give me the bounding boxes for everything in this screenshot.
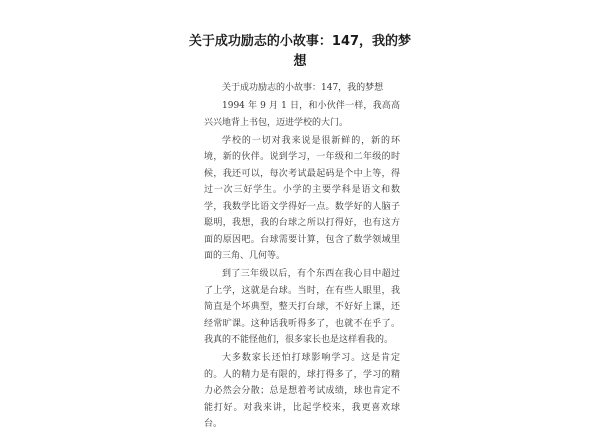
article-paragraph: 大多数家长还怕打球影响学习。这是肯定的。人的精力是有限的，球打得多了，学习的精力必然会分散；总是想着考试成绩，球也肯定不能打好。对我来讲，比起学校来，我更喜欢球台。 — [204, 353, 400, 429]
article-paragraph: 关于成功励志的小故事：147，我的梦想 — [222, 83, 384, 93]
article-title: 关于成功励志的小故事：147，我的梦想 — [188, 34, 412, 69]
article-body — [204, 80, 400, 434]
article-paragraph: 1994 年 9 月 1 日，和小伙伴一样，我高高兴兴地背上书包，迈进学校的大门。 — [204, 101, 400, 128]
article-paragraph: 学校的一切对我来说是很新鲜的，新的环境，新的伙伴。说到学习，一年级和二年级的时候，我还可以，每次考试最起码是个中上等，得过一次三好学生。小学的主要学科是语文和数学，我数学比语文学得好一点。数学好的人脑子聪明，我想，我的台球之所以打得好，也有这方面的原因吧。台球需要计算，包含了数学领域里面的三角、几何等。 — [204, 135, 400, 261]
article-paragraph: 到了三年级以后，有个东西在我心目中超过了上学，这就是台球。当时，在有些人眼里，我简直是个坏典型，整天打台球，不好好上课，还经常旷课。这种话我听得多了，也就不在乎了。我真的不能怪他们，很多家长也是这样看我的。 — [204, 269, 400, 345]
